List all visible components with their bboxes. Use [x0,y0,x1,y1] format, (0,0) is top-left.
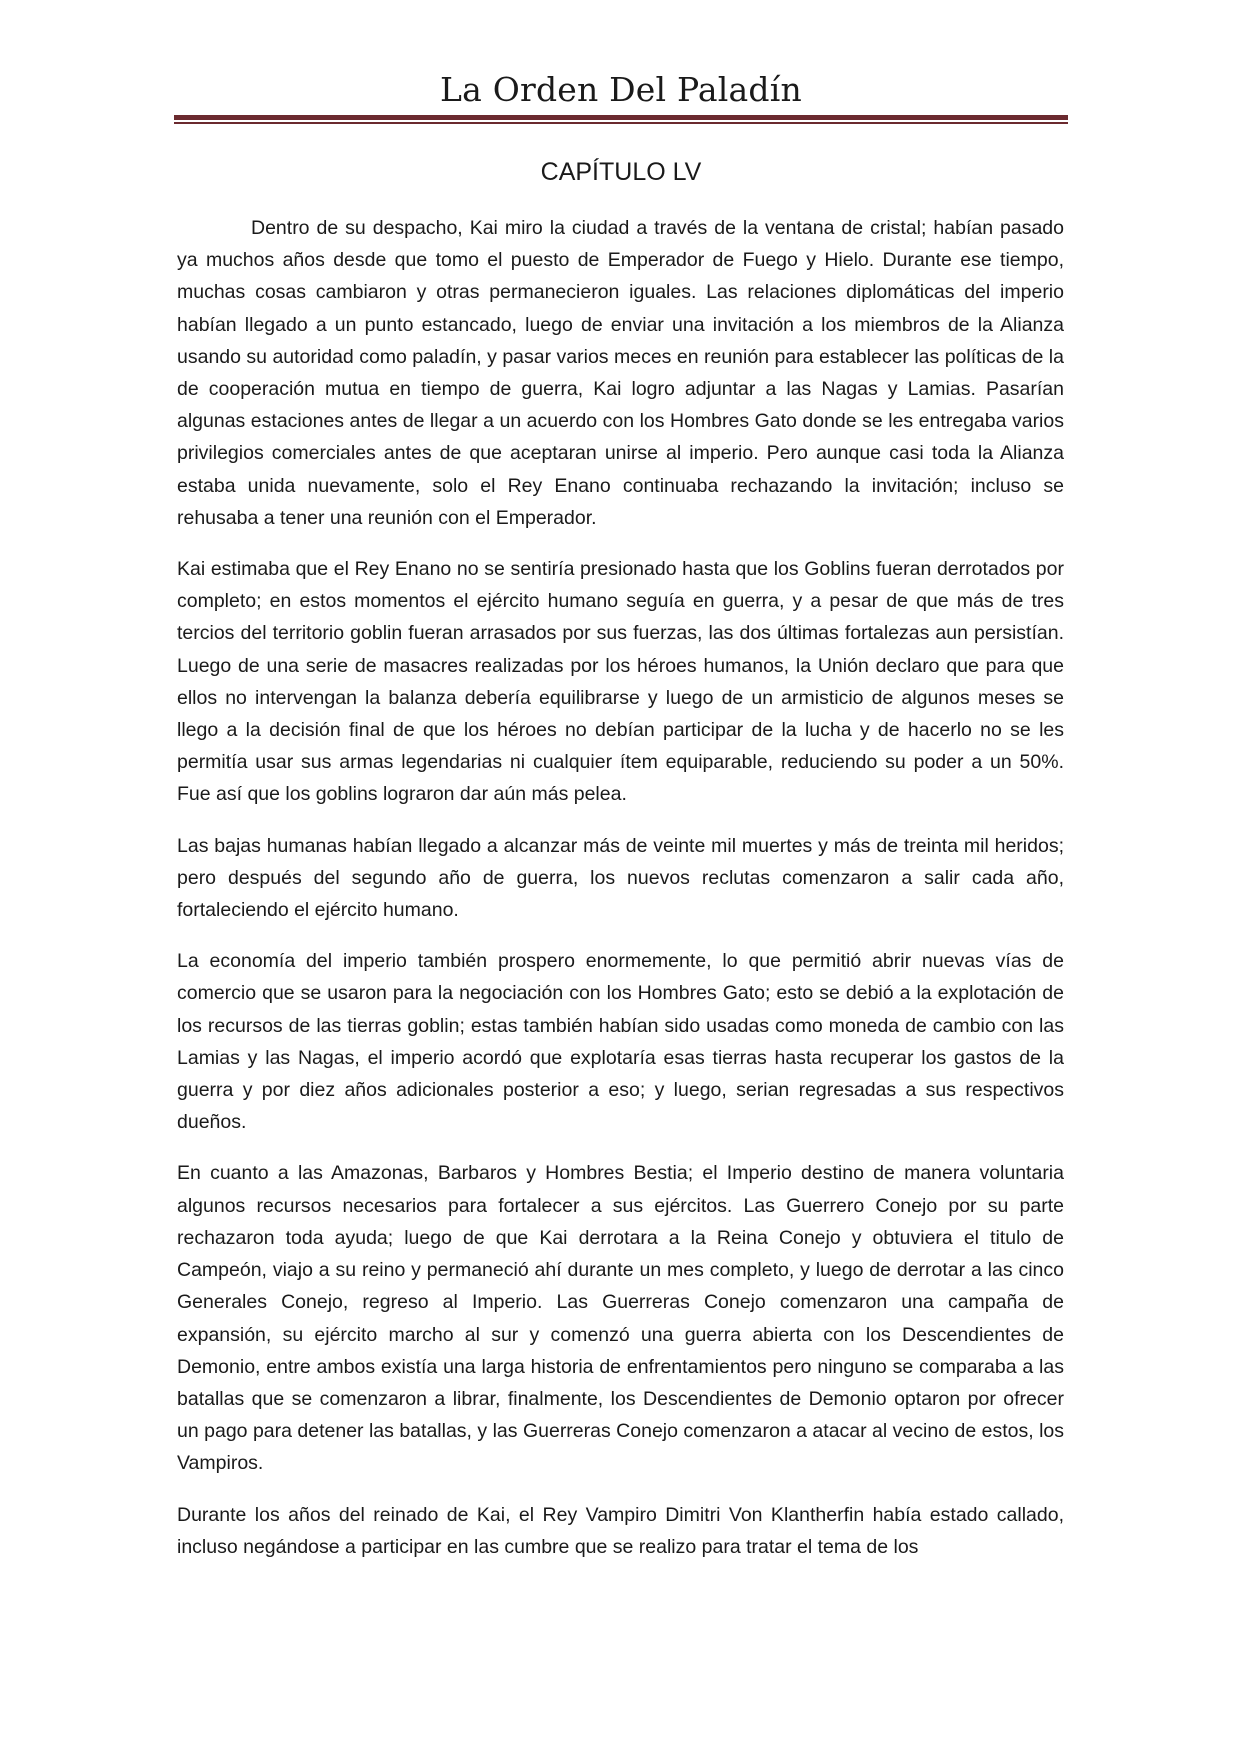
paragraph: En cuanto a las Amazonas, Barbaros y Hombres Bestia; el Imperio destino de manera voluntaria algunos recursos necesarios para fortalecer a sus ejércitos. Las Guerrero Conejo por su parte rechazaron toda ayuda; luego de que Kai derrotara a la Reina Conejo y obtuviera el titulo de Campeón, viajo a su reino y permaneció ahí durante un mes completo, y luego de derrotar a las cinco Generales Conejo, regreso al Imperio. Las Guerreras Conejo comenzaron una campaña de expansión, su ejército marcho al sur y comenzó una guerra abierta con los Descendientes de Demonio, entre ambos existía una larga historia de enfrentamientos pero ninguno se comparaba a las batallas que se comenzaron a librar, finalmente, los Descendientes de Demonio optaron por ofrecer un pago para detener las batallas, y las Guerreras Conejo comenzaron a atacar al vecino de estos, los Vampiros. [177,1162,1064,1475]
header-rule-thick [174,115,1068,120]
paragraph: Las bajas humanas habían llegado a alcanzar más de veinte mil muertes y más de treinta mil heridos; pero después del segundo año de guerra, los nuevos reclutas comenzaron a salir cada año, fortaleciendo el ejército humano. [177,834,1064,922]
header-rule-thin [174,122,1068,124]
paragraph: Dentro de su despacho, Kai miro la ciudad a través de la ventana de cristal; habían pasado ya muchos años desde que tomo el puesto de Emperador de Fuego y Hielo. Durante ese tiempo, muchas cosas cambiaron y otras permanecieron iguales. Las relaciones diplomáticas del imperio habían llegado a un punto estancado, luego de enviar una invitación a los miembros de la Alianza usando su autoridad como paladín, y pasar varios meces en reunión para establecer las políticas de la de cooperación mutua en tiempo de guerra, Kai logro adjuntar a las Nagas y Lamias. Pasarían algunas estaciones antes de llegar a un acuerdo con los Hombres Gato donde se les entregaba varios privilegios comerciales antes de que aceptaran unirse al imperio. Pero aunque casi toda la Alianza estaba unida nuevamente, solo el Rey Enano continuaba rechazando la invitación; incluso se rehusaba a tener una reunión con el Emperador. [177,217,1064,529]
chapter-body [177,212,1064,1582]
paragraph: Kai estimaba que el Rey Enano no se sentiría presionado hasta que los Goblins fueran derrotados por completo; en estos momentos el ejército humano seguía en guerra, y a pesar de que más de tres tercios del territorio goblin fueran arrasados por sus fuerzas, las dos últimas fortalezas aun persistían. Luego de una serie de masacres realizadas por los héroes humanos, la Unión declaro que para que ellos no intervengan la balanza debería equilibrarse y luego de un armisticio de algunos meses se llego a la decisión final de que los héroes no debían participar de la lucha y de hacerlo no se les permitía usar sus armas legendarias ni cualquier ítem equiparable, reduciendo su poder a un 50%. Fue así que los goblins lograron dar aún más pelea. [177,558,1064,806]
chapter-title: CAPÍTULO LV [540,158,702,186]
paragraph: La economía del imperio también prospero enormemente, lo que permitió abrir nuevas vías de comercio que se usaron para la negociación con los Hombres Gato; esto se debió a la explotación de los recursos de las tierras goblin; estas también habían sido usadas como moneda de cambio con las Lamias y las Nagas, el imperio acordó que explotaría esas tierras hasta recuperar los gastos de la guerra y por diez años adicionales posterior a eso; y luego, serian regresadas a sus respectivos dueños. [177,950,1064,1134]
running-header: La Orden Del Paladín [440,70,802,109]
header-rule [174,115,1068,125]
paragraph: Durante los años del reinado de Kai, el Rey Vampiro Dimitri Von Klantherfin había estado callado, incluso negándose a participar en las cumbre que se realizo para tratar el tema de los [177,1503,1064,1558]
